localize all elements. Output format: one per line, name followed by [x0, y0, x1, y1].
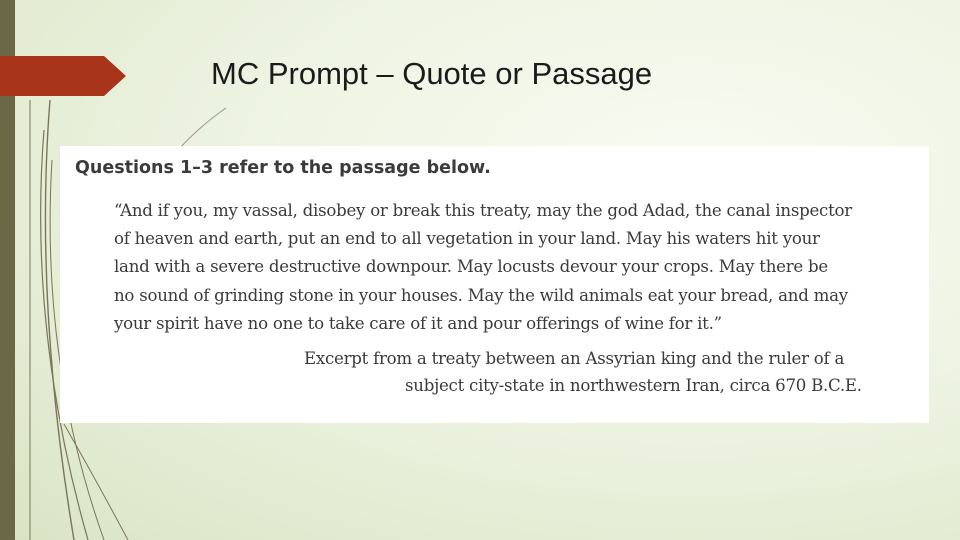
source-citation-line: subject city-state in northwestern Iran, circa 670 B.C.E.	[405, 376, 862, 395]
passage-line: land with a severe destructive downpour. May locusts devour your crops. May there be	[114, 257, 828, 276]
passage-line: your spirit have no one to take care of it and pour offerings of wine for it.”	[114, 314, 722, 333]
passage-line: of heaven and earth, put an end to all vegetation in your land. May his waters hit your	[114, 229, 820, 248]
right-arrow-banner-icon	[0, 56, 126, 96]
passage-heading: Questions 1–3 refer to the passage below.	[75, 158, 491, 178]
source-citation-line: Excerpt from a treaty between an Assyrian king and the ruler of a	[304, 349, 845, 368]
passage-line: no sound of grinding stone in your houses. May the wild animals eat your bread, and may	[114, 286, 848, 305]
passage-line: “And if you, my vassal, disobey or break this treaty, may the god Adad, the canal inspector	[114, 201, 852, 220]
slide-title: MC Prompt – Quote or Passage	[211, 56, 653, 91]
passage-card	[60, 146, 929, 423]
